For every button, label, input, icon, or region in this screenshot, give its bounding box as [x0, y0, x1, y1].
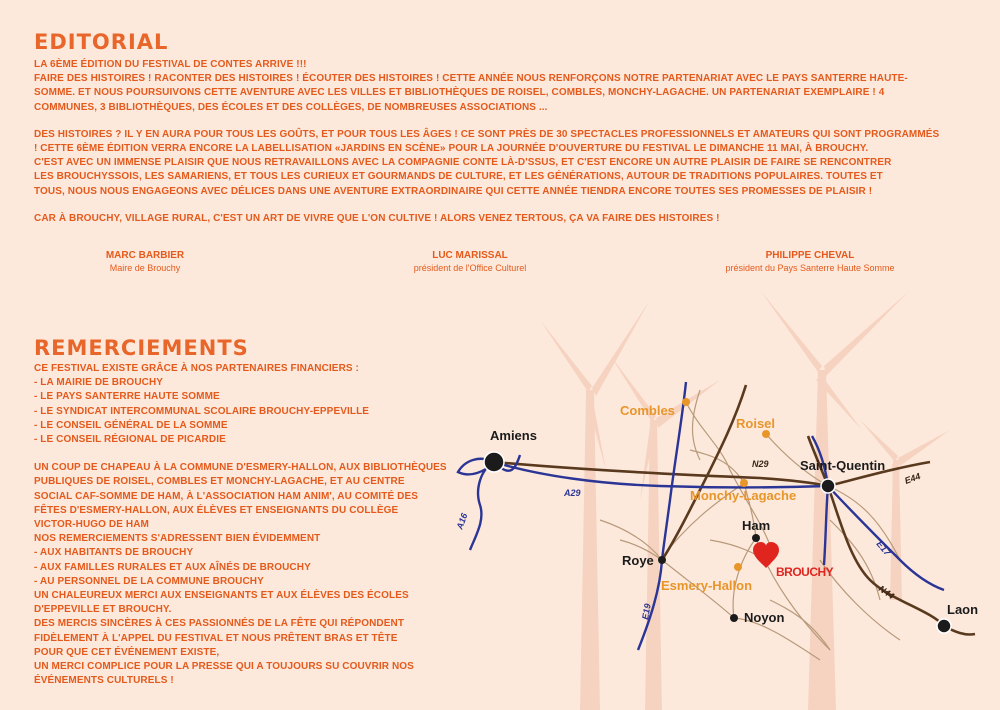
- city-dot-saint-quentin: [821, 479, 835, 493]
- road-label-n29: N29: [752, 459, 769, 469]
- remerciements-line: D'EPPEVILLE ET BROUCHY.: [34, 604, 172, 616]
- road-label-e17: E17: [874, 538, 893, 558]
- city-label-laon: Laon: [947, 602, 979, 617]
- signature-role: président de l'Office Culturel: [413, 263, 527, 273]
- road-label-n44: N44: [876, 583, 897, 602]
- village-label-monchy: Monchy-Lagache: [690, 488, 797, 503]
- editorial-line: SOMME. ET NOUS POURSUIVONS CETTE AVENTURE AVEC LES VILLES ET BIBLIOTHÈQUES DE ROISEL, COMBLES, MONCHY-LAGACHE. UN PARTENARIAT EXEMPLAIRE ! 4: [34, 87, 885, 99]
- remerciements-line: - AU PERSONNEL DE LA COMMUNE BROUCHY: [34, 575, 264, 587]
- city-label-saint-quentin: Saint-Quentin: [800, 458, 886, 473]
- signature-name: LUC MARISSAL: [432, 250, 508, 261]
- village-dot-roisel: [762, 430, 770, 438]
- road-a16: [470, 462, 494, 550]
- editorial-line: CAR À BROUCHY, VILLAGE RURAL, C'EST UN ART DE VIVRE QUE L'ON CULTIVE ! ALORS VENEZ TERTOUS, ÇA VA FAIRE DES HISTOIRES !: [34, 212, 720, 224]
- remerciements-line: UN CHALEUREUX MERCI AUX ENSEIGNANTS ET AUX ÉLÈVES DES ÉCOLES: [34, 590, 409, 602]
- remerciements-line: NOS REMERCIEMENTS S'ADRESSENT BIEN ÉVIDEMMENT: [34, 533, 321, 545]
- remerciements-line: ÉVÉNEMENTS CULTURELS !: [34, 675, 174, 687]
- village-dot-combles: [682, 398, 690, 406]
- remerciements-line: CE FESTIVAL EXISTE GRÂCE À NOS PARTENAIRES FINANCIERS :: [34, 363, 359, 374]
- remerciements-line: - LE SYNDICAT INTERCOMMUNAL SCOLAIRE BROUCHY-EPPEVILLE: [34, 405, 370, 417]
- national-roads: [494, 385, 975, 635]
- remerciements-line: - LE PAYS SANTERRE HAUTE SOMME: [34, 391, 220, 403]
- remerciements-line: PUBLIQUES DE ROISEL, COMBLES ET MONCHY-LAGACHE, ET AU CENTRE: [34, 476, 405, 488]
- remerciements-line: - AUX HABITANTS DE BROUCHY: [34, 547, 194, 559]
- city-label-brouchy: BROUCHY: [776, 565, 834, 579]
- village-label-combles: Combles: [620, 403, 675, 418]
- remerciements-line: - LE CONSEIL RÉGIONAL DE PICARDIE: [34, 434, 226, 446]
- city-dot-ham: [752, 534, 760, 542]
- road-label-a29: A29: [564, 488, 581, 498]
- editorial-line: COMMUNES, 3 BIBLIOTHÈQUES, DES ÉCOLES ET DES COLLÈGES, DE NOMBREUSES ASSOCIATIONS ...: [34, 101, 548, 113]
- editorial-line: TOUS, NOUS NOUS ENGAGEONS AVEC DÉLICES DANS UNE AVENTURE EXTRAORDINAIRE QUI CETTE ANNÉE TIENDRA ENCORE TOUTES SES PROMESSES DE PLAISIR !: [34, 185, 873, 197]
- remerciements-line: SOCIAL CAF-SOMME DE HAM, À L'ASSOCIATION HAM ANIM', AU COMITÉ DES: [34, 490, 419, 502]
- city-label-noyon: Noyon: [744, 610, 785, 625]
- editorial-title: EDITORIAL: [34, 30, 169, 54]
- remerciements-line: FIDÈLEMENT À L'APPEL DU FESTIVAL ET NOUS PRÊTENT BRAS ET TÊTE: [34, 632, 398, 644]
- signature-role: Maire de Brouchy: [109, 263, 181, 273]
- editorial-line: C'EST AVEC UN IMMENSE PLAISIR QUE NOUS RETRAVAILLONS AVEC LA COMPAGNIE CONTE LÀ-D'SSUS, ET C'EST ENCORE UN AUTRE PLAISIR DE FAIRE SE RENCONTRER: [34, 157, 892, 169]
- city-dot-laon: [937, 619, 951, 633]
- remerciements-line: VICTOR-HUGO DE HAM: [34, 519, 149, 531]
- road-label-a16: A16: [454, 511, 470, 531]
- remerciements-line: FÊTES D'ESMERY-HALLON, AUX ÉLÈVES ET ENSEIGNANTS DU COLLÈGE: [34, 504, 399, 516]
- remerciements-line: POUR QUE CET ÉVÉNEMENT EXISTE,: [34, 646, 220, 658]
- village-dot-esmery: [734, 563, 742, 571]
- road-label-e44: E44: [903, 471, 922, 486]
- city-label-roye: Roye: [622, 553, 654, 568]
- signature-name: PHILIPPE CHEVAL: [765, 250, 855, 261]
- signature-name: MARC BARBIER: [105, 250, 185, 261]
- editorial-line: ! CETTE 6ÈME ÉDITION VERRA ENCORE LA LABELLISATION «JARDINS EN SCÈNE» POUR LA JOURNÉE D'OUVERTURE DU FESTIVAL LE DIMANCHE 11 MAI, À BROUCHY.: [34, 143, 869, 155]
- editorial-line: DES HISTOIRES ? IL Y EN AURA POUR TOUS LES GOÛTS, ET POUR TOUS LES ÂGES ! CE SONT PRÈS DE 30 SPECTACLES PROFESSIONNELS ET AMATEURS QUI SONT PROGRAMMÉS: [34, 128, 940, 140]
- remerciements-line: DES MERCIS SINCÈRES À CES PASSIONNÉS DE LA FÊTE QUI RÉPONDENT: [34, 618, 405, 630]
- editorial-line: LA 6ÈME ÉDITION DU FESTIVAL DE CONTES ARRIVE !!!: [34, 59, 307, 70]
- city-label-amiens: Amiens: [490, 428, 537, 443]
- village-label-esmery: Esmery-Hallon: [661, 578, 753, 593]
- road-e17-south: [824, 486, 828, 565]
- city-dot-noyon: [730, 614, 738, 622]
- remerciements-line: - LE CONSEIL GÉNÉRAL DE LA SOMME: [34, 419, 228, 431]
- road-labels: [454, 459, 922, 620]
- remerciements-line: - AUX FAMILLES RURALES ET AUX AÎNÉS DE BROUCHY: [34, 561, 311, 573]
- city-dot-roye: [658, 556, 666, 564]
- city-dot-amiens: [484, 452, 504, 472]
- editorial-line: FAIRE DES HISTOIRES ! RACONTER DES HISTOIRES ! ÉCOUTER DES HISTOIRES ! CETTE ANNÉE NOUS RENFORÇONS NOTRE PARTENARIAT AVEC LE PAYS SANTERRE HAUTE-: [34, 73, 908, 85]
- signature-role: président du Pays Santerre Haute Somme: [725, 263, 895, 273]
- remerciements-title: REMERCIEMENTS: [34, 336, 249, 360]
- village-dot-monchy: [740, 479, 748, 487]
- remerciements-line: UN MERCI COMPLICE POUR LA PRESSE QUI A TOUJOURS SU COUVRIR NOS: [34, 661, 414, 673]
- editorial-line: LES BROUCHYSSOIS, LES SAMARIENS, ET TOUS LES CURIEUX ET GOURMANDS DE CULTURE, ET LES GÉNÉRATIONS, AUTOUR DE TRADITIONS POPULAIRES. TOUTES ET: [34, 171, 883, 183]
- remerciements-line: - LA MAIRIE DE BROUCHY: [34, 377, 164, 389]
- city-label-ham: Ham: [742, 518, 771, 533]
- road-label-e19: E19: [640, 602, 653, 621]
- remerciements-line: UN COUP DE CHAPEAU À LA COMMUNE D'ESMERY-HALLON, AUX BIBLIOTHÈQUES: [34, 462, 447, 474]
- village-label-roisel: Roisel: [736, 416, 776, 431]
